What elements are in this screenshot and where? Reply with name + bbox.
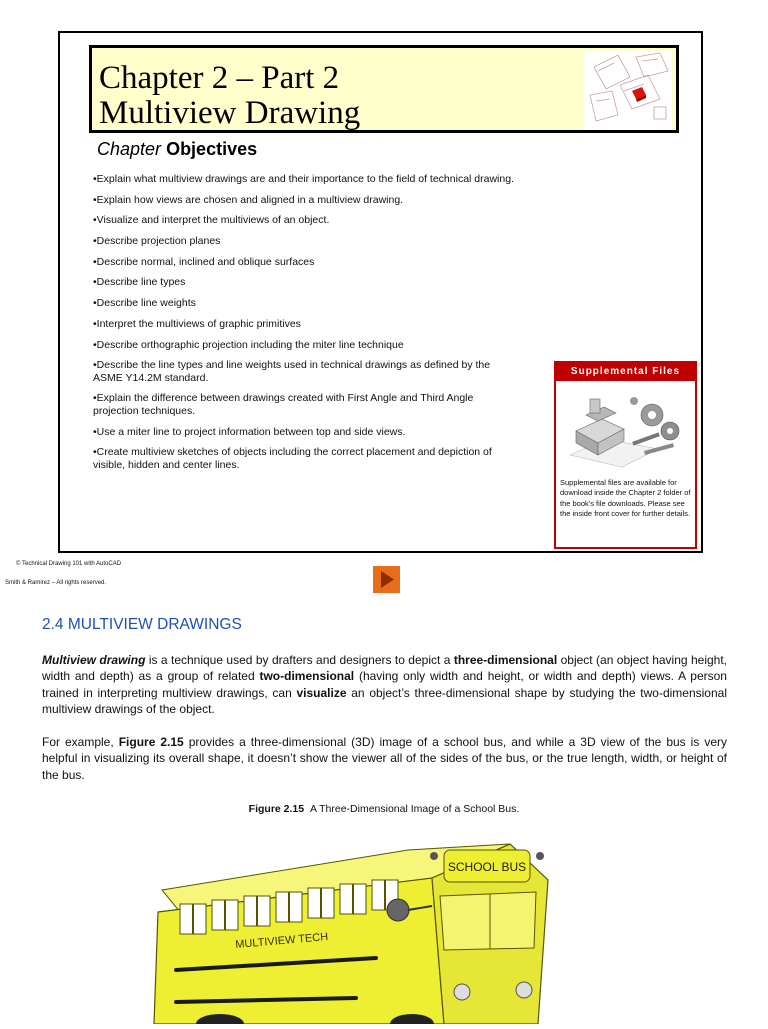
objective-item: •Explain what multiview drawings are and their importance to the field of technical drawing.: [93, 173, 514, 185]
title-box: [89, 45, 679, 133]
term-multiview-drawing: Multiview drawing: [42, 653, 146, 667]
term-visualize: visualize: [296, 685, 347, 700]
paragraph-text: provides a three-dimensional (3D) image of a school bus, and while a 3D view of the bus is very helpful in visualizing its overall shape, it doesn’t show the viewer all of the sides of the bus, or the true length, width, or height of the bus.: [42, 735, 728, 782]
figure-label: Figure 2.15: [248, 803, 305, 815]
objectives-heading: [97, 139, 257, 160]
paragraph-text: is a technique used by drafters and designers to depict a: [145, 653, 454, 667]
section-heading: 2.4 MULTIVIEW DRAWINGS: [42, 616, 242, 633]
supplemental-files-heading: Supplemental Files: [556, 363, 695, 381]
objectives-heading-italic: Chapter: [97, 139, 162, 159]
objective-item: •Describe projection planes: [93, 235, 221, 248]
objective-item: •Describe line weights: [93, 297, 196, 310]
term-three-dimensional: three-dimensional: [453, 653, 558, 667]
objective-item: •Explain how views are chosen and aligned in a multiview drawing.: [93, 193, 404, 206]
copyright-line-1: © Technical Drawing 101 with AutoCAD: [16, 561, 122, 567]
objective-item: •Interpret the multiviews of graphic primitives: [93, 317, 301, 330]
copyright-line-2: Smith & Ramirez – All rights reserved.: [5, 580, 107, 586]
objectives-list: [93, 173, 521, 479]
objective-item: •Explain the difference between drawings created with First Angle and Third Angle projection techniques.: [93, 392, 474, 417]
objective-item: •Describe line types: [93, 276, 186, 289]
supplemental-parts-image: [562, 385, 690, 475]
supplemental-files-box: [554, 361, 697, 549]
paragraph-text: an object’s three-dimensional shape by studying the two-dimensional multiview drawings of the object.: [42, 685, 727, 716]
objective-item: •Describe normal, inclined and oblique surfaces: [93, 255, 315, 268]
multiview-thumbnail: [584, 51, 672, 129]
bus-side-text: MULTIVIEW TECH: [234, 930, 329, 952]
slide-panel: [58, 31, 703, 553]
bus-sign-text: SCHOOL BUS: [447, 860, 527, 874]
objective-item: •Describe orthographic projection including the miter line technique: [93, 338, 404, 351]
objective-item: •Visualize and interpret the multiviews of an object.: [93, 214, 330, 227]
paragraph-text: object (an object having height, width and depth) as a group of related: [42, 653, 727, 684]
paragraph-figure-example: [42, 734, 727, 783]
supplemental-files-text: Supplemental files are available for download inside the Chapter 2 folder of the book's file downloads. Please see the inside front cover for further details.: [560, 478, 691, 518]
term-two-dimensional: two-dimensional: [259, 669, 355, 684]
chapter-subtitle: Multiview Drawing: [99, 95, 361, 131]
paragraph-text: For example,: [42, 735, 119, 749]
figure-caption: [0, 803, 768, 815]
next-slide-button[interactable]: [373, 566, 400, 593]
figure-caption-text: A Three-Dimensional Image of a School Bus.: [309, 803, 520, 815]
objective-item: •Use a miter line to project information between top and side views.: [93, 425, 406, 438]
paragraph-text: (having only width and height, or width and depth) views. A person trained in interpreting multiview drawings, can: [42, 669, 727, 700]
paragraph-multiview-definition: [42, 652, 727, 717]
play-arrow-icon: [373, 566, 400, 593]
school-bus-figure: [140, 820, 718, 1024]
objective-item: •Create multiview sketches of objects including the correct placement and depiction of visible, hidden and center lines.: [93, 446, 492, 471]
figure-reference: Figure 2.15: [118, 735, 184, 749]
objectives-heading-bold: Objectives: [166, 139, 258, 159]
chapter-title: Chapter 2 – Part 2: [99, 60, 340, 96]
objective-item: •Describe the line types and line weights used in technical drawings as defined by the ASME Y14.2M standard.: [93, 359, 491, 384]
